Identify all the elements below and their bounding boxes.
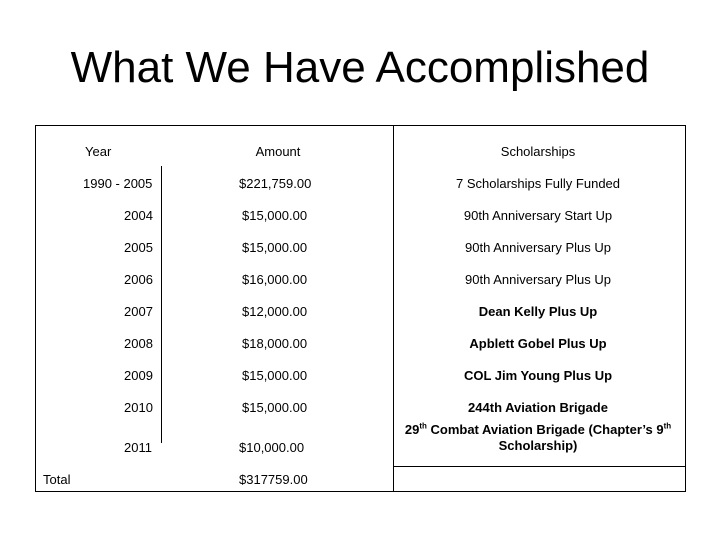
total-amount: $317759.00 bbox=[239, 472, 308, 487]
table-row-amount: $18,000.00 bbox=[242, 336, 308, 351]
table-row-scholarship: COL Jim Young Plus Up bbox=[463, 368, 613, 383]
table-row-year: 2010 bbox=[124, 400, 153, 415]
page-title: What We Have Accomplished bbox=[70, 43, 650, 92]
table-row-scholarship: Apblett Gobel Plus Up bbox=[469, 336, 607, 351]
table-row-year: 2007 bbox=[124, 304, 153, 319]
table-row-scholarship: 90th Anniversary Start Up bbox=[463, 208, 613, 223]
table-row-scholarship: 90th Anniversary Plus Up bbox=[465, 272, 611, 287]
table-row-year: 2004 bbox=[124, 208, 153, 223]
table-row-amount: $16,000.00 bbox=[242, 272, 308, 287]
table-row-amount: $15,000.00 bbox=[242, 368, 308, 383]
table-row-amount: $221,759.00 bbox=[239, 176, 312, 191]
row-divider bbox=[393, 466, 685, 467]
table-row-scholarship: 29th Combat Aviation Brigade (Chapter’s 9th Scholarship) bbox=[404, 421, 672, 453]
table-row-scholarship: 244th Aviation Brigade bbox=[468, 400, 608, 415]
table-row-year: 1990 - 2005 bbox=[83, 176, 153, 191]
table-row-year: 2006 bbox=[124, 272, 153, 287]
table-row-amount: $15,000.00 bbox=[242, 240, 308, 255]
table-row-year: 2011 bbox=[124, 440, 152, 455]
column-divider bbox=[161, 166, 162, 443]
table-row-scholarship: Dean Kelly Plus Up bbox=[478, 304, 598, 319]
table-row-amount: $15,000.00 bbox=[242, 400, 308, 415]
header-year: Year bbox=[85, 144, 112, 159]
header-scholarships: Scholarships bbox=[500, 144, 576, 159]
scholarship-table bbox=[35, 125, 686, 492]
table-row-year: 2005 bbox=[124, 240, 153, 255]
table-row-year: 2009 bbox=[124, 368, 153, 383]
total-label: Total bbox=[43, 472, 71, 487]
table-row-year: 2008 bbox=[124, 336, 153, 351]
table-row-amount: $15,000.00 bbox=[242, 208, 308, 223]
table-row-amount: $12,000.00 bbox=[242, 304, 308, 319]
table-row-amount: $10,000.00 bbox=[239, 440, 305, 455]
table-row-scholarship: 7 Scholarships Fully Funded bbox=[455, 176, 621, 191]
table-row-scholarship: 90th Anniversary Plus Up bbox=[465, 240, 611, 255]
header-amount: Amount bbox=[255, 144, 301, 159]
